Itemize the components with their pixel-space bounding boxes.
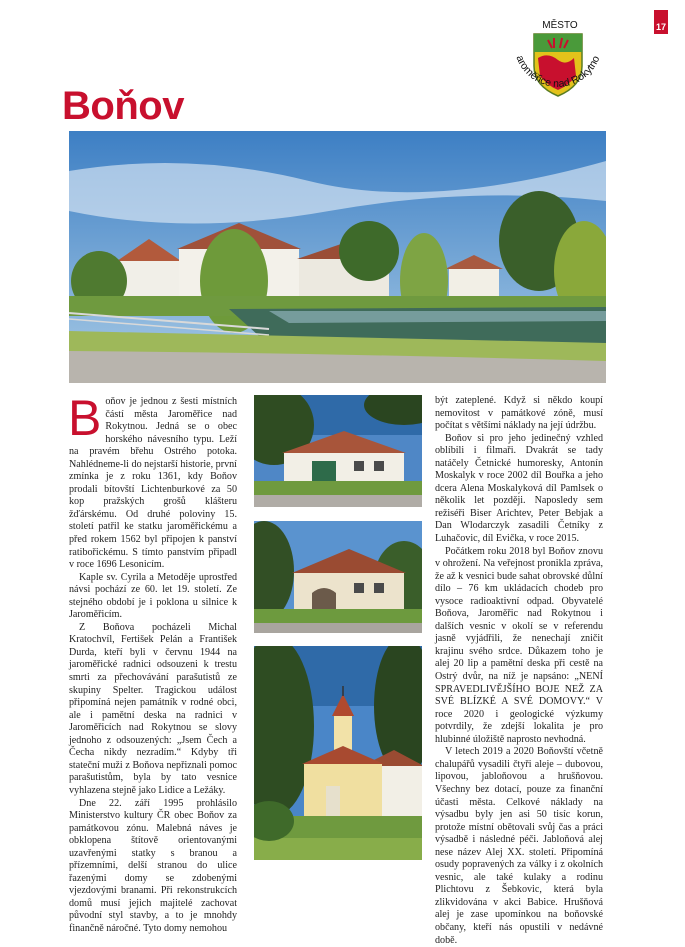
dropcap: B [68,390,102,446]
town-logo [508,16,608,126]
logo-arc-text: aroměřice nad Rokytno [513,53,603,90]
article-column-1 [68,390,237,934]
paragraph: V letech 2019 a 2020 Boňovští včetně chalupářů vysadili čtyři aleje – dubovou, lipovou, jabloňovou a hrušňovou. Všechny bez dotací, pouze za finanční účasti města. Celkové náklady na výsadbu byly jen asi 50 tisíc korun, protože místní obětovali svůj čas a práci výsadbě i následné péči. Jabloňová alej nese název Alej XX. století. Připomíná osudy popravených za války i z okolních vesnic, ale také kulaky a rodinu Plichtovu z Šebkovic, která byla zlikvidována v akci Babice. Hrušňová alej je zase upomínkou na boňovské občany, kteří nás opustili v nedávné době. [435,746,603,946]
farmhouse-photo [254,521,422,633]
paragraph: být zateplené. Když si někdo koupí nemovitost v památkové zóně, musí počítat s většími náklady na její údržbu. [435,395,603,432]
paragraph: Boňov si pro jeho jedinečný vzhled oblíbili i filmaři. Dvakrát se tady natáčely Četnické humoresky, Antonín Moskalyk v roce 2002 díl Bouřka a jeho dcera Alena Moskalyková díl Pamlsek o několik let později. Naposledy sem režiséři Biser Arichtev, Peter Bebjak a Dan Wlodarczyk zasadili Četníky z Luhačovic, díl Evička, v roce 2015. [435,432,603,545]
chapel-photo [254,646,422,860]
paragraph: Počátkem roku 2018 byl Boňov znovu v ohrožení. Na veřejnost pronikla zpráva, že až k vesnici bude sahat obrovské důlní dílo – 76 km ukládacích chodeb pro vysoce radioaktivní odpad. Obyvatelé Boňova, Jaroměřic nad Rokytnou i dalších vesnic v okolí se v referendu jasně vyjádřili, že nenechají zničit krajinu svého srdce. Důkazem toho je alej 20 lip a pamětní deska při cestě na Ostrý dvůr, na níž je napsáno: „NENÍ SPRAVEDLIVĚJŠÍHO BOJE NEŽ ZA SVÉ BLÍZKÉ A SVÉ DOMOVY.“ V roce 2020 i geologické výzkumy potvrdily, že zdejší lokalita je pro hlubinné úložiště naprosto nevhodná. [435,545,603,745]
article-column-3 [435,395,603,946]
logo-top-text: MĚSTO [542,20,578,31]
paragraph: oňov je jednou z šesti místních částí města Jaroměřice nad Rokytnou. Jedná se o obec horského návesního typu. Leží na pravém břehu Ostrého potoka. Nahlédneme-li do nejstarší historie, první zmínka je z roku 1361, kdy Boňov prodali bítovští Lichtenburkové za 50 kop pražských grošů klášteru žďárskému. Od druhé poloviny 15. století patřil ke statku jaroměřickému a před rokem 1562 byl připojen k panství ratibořickému. S tímto panstvím připadl v roce 1696 Lesonicím. [69,396,237,571]
village-pond-photo [69,131,606,383]
paragraph: Kaple sv. Cyrila a Metoděje uprostřed návsi pochází ze 60. let 19. století. Ze stejného období je i poklona u silnice k Jaroměřicím. [69,571,237,621]
paragraph: Z Boňova pocházeli Michal Kratochvíl, Fertišek Pelán a František Durda, kteří byli v červnu 1944 na jaroměřické radnici odsouzeni k trestu smrti za přechovávání parašutistů ze skupiny Spelter. Tragickou událost připomíná nejen památník v rodné obci, ale i pamětní deska na radnici v Jaroměřicích nad Rokytnou se slovy jednoho z odsouzených: „Jsem Čech a Čecha nikdy nezradím.“ Kdyby tři stateční muži z Boňova nepřiznali pomoc parašutistům, byla by tato vesnice vyhlazena stejně jako Lidice a Ležáky. [69,621,237,796]
paragraph: Dne 22. září 1995 prohlásilo Ministerstvo kultury ČR obec Boňov za památkovou zónu. Malebná náves je obklopena štítově orientovanými uzavřenými statky s branou a přízemními, delší stranou do ulice řazenými domy se zdobenými vjezdovými branami. Při rekonstrukcích domů musí jejich majitelé zachovat původní styl stavby, a to je mnohdy finančně náročné. Tyto domy nemohou [69,797,237,934]
page-number: 17 [654,10,668,34]
farmhouse-gate-photo [254,395,422,507]
page-title: Boňov [62,84,184,128]
